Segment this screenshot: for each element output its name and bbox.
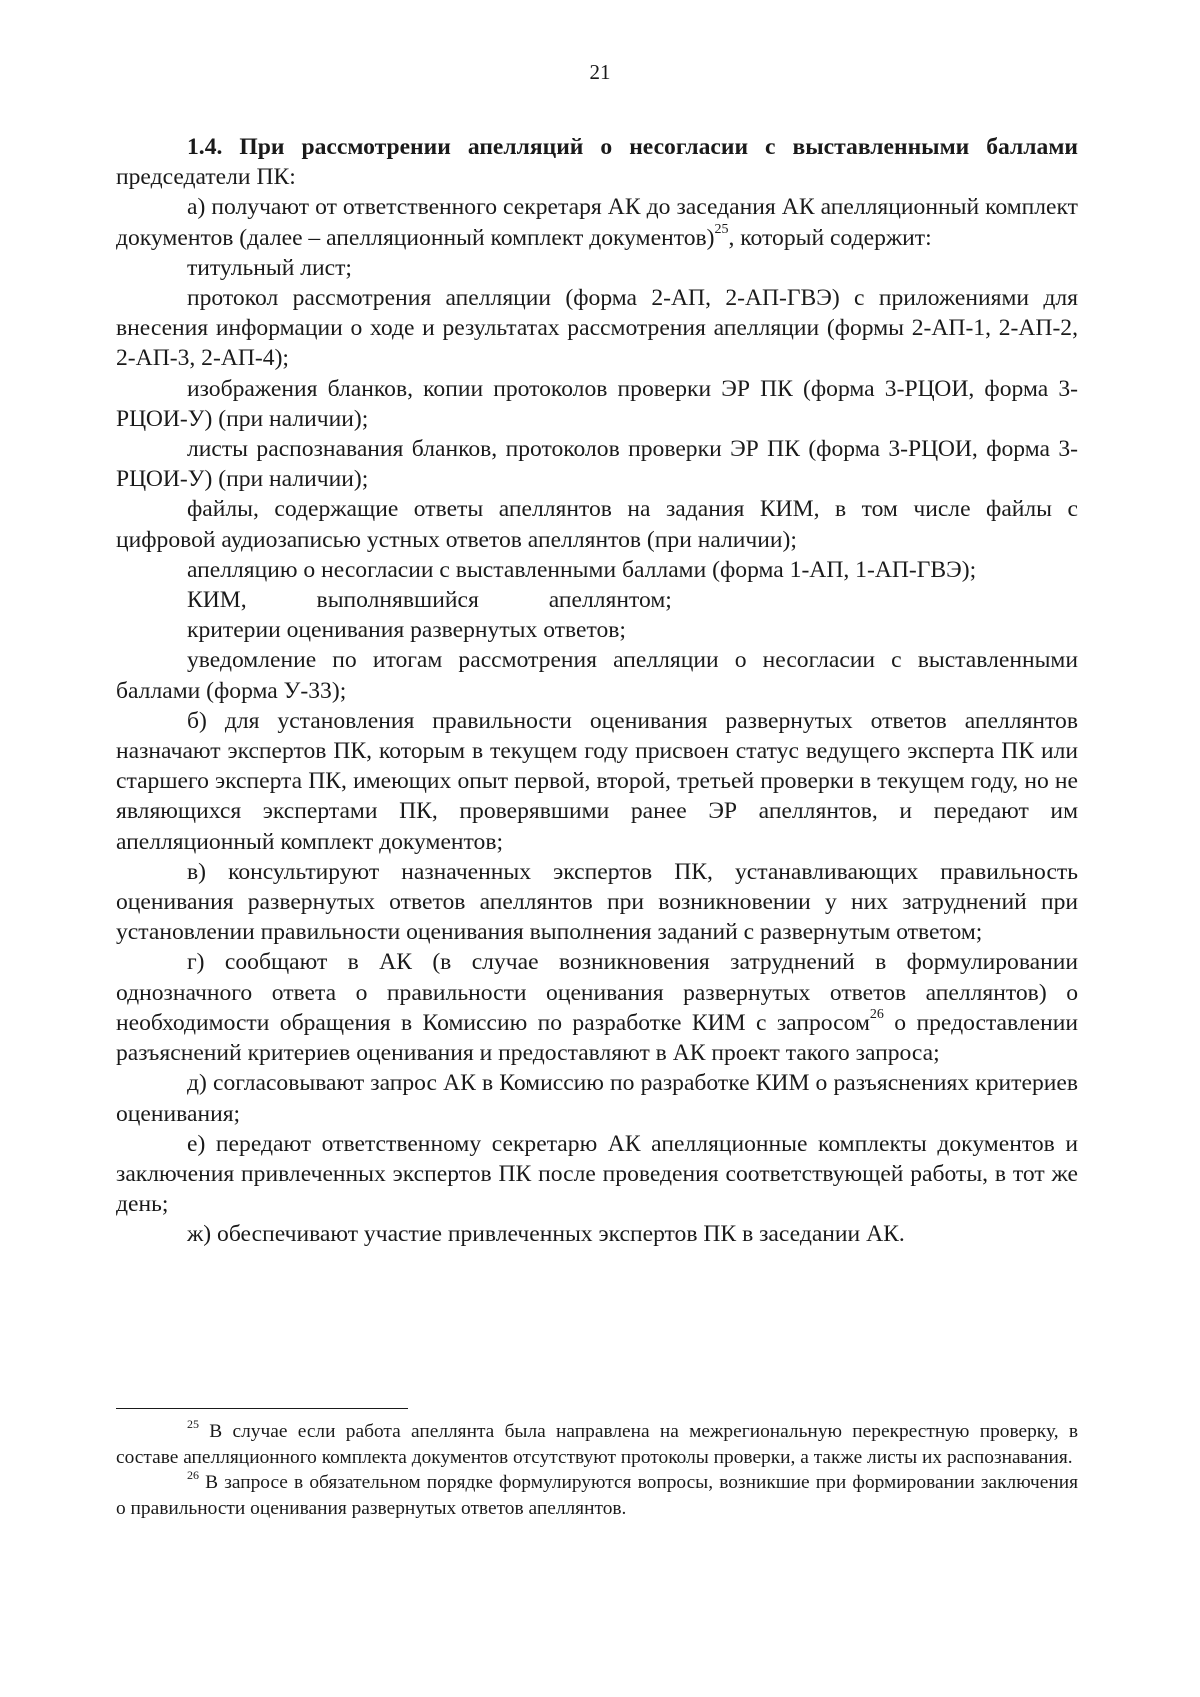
item-zh: ж) обеспечивают участие привлеченных экспертов ПК в заседании АК. bbox=[187, 1221, 905, 1248]
list-item: листы распознавания бланков, протоколов проверки ЭР ПК (форма 3-РЦОИ, форма 3-РЦОИ-У) (при наличии); bbox=[116, 436, 1078, 493]
footnote-26 bbox=[116, 1467, 1078, 1521]
footnotes bbox=[116, 1416, 1078, 1521]
footnote-text: В случае если работа апеллянта была направлена на межрегиональную перекрестную проверку, в составе апелляционного комплекта документов отсутствуют протоколы проверки, а также листы их распознавания. bbox=[116, 1421, 1078, 1468]
footnote-ref-25: 25 bbox=[714, 221, 729, 237]
footnote-separator bbox=[116, 1408, 408, 1409]
list-item: изображения бланков, копии протоколов проверки ЭР ПК (форма 3-РЦОИ, форма 3-РЦОИ-У) (при наличии); bbox=[116, 375, 1078, 432]
item-g-text: г) сообщают в АК (в случае возникновения затруднений в формулировании однозначного ответа о правильности оценивания развернутых ответов апеллянтов) о необходимости обращения в Комиссию по разработке КИМ с запросом bbox=[116, 949, 1078, 1036]
item-e: е) передают ответственному секретарю АК апелляционные комплекты документов и заключения привлеченных экспертов ПК после проведения соответствующей работы, в тот же день; bbox=[116, 1130, 1078, 1218]
footnote-text: В запросе в обязательном порядке формулируются вопросы, возникшие при формировании заключения о правильности оценивания развернутых ответов апеллянтов. bbox=[116, 1472, 1078, 1519]
list-item: уведомление по итогам рассмотрения апелляции о несогласии с выставленными баллами (форма У-33); bbox=[116, 647, 1078, 704]
item-v: в) консультируют назначенных экспертов ПК, устанавливающих правильность оценивания развернутых ответов апеллянтов при возникновении у них затруднений при установлении правильности оценивания выполнения заданий с развернутым ответом; bbox=[116, 858, 1078, 946]
item-g bbox=[116, 947, 1078, 1068]
list-item: критерии оценивания развернутых ответов; bbox=[187, 617, 626, 644]
list-item: апелляцию о несогласии с выставленными баллами (форма 1-АП, 1-АП-ГВЭ); bbox=[187, 556, 977, 583]
section-heading-bold: 1.4. При рассмотрении апелляций о несогласии с выставленными баллами bbox=[187, 134, 1078, 160]
list-item: КИМ, выполнявшийся апеллянтом; bbox=[187, 587, 672, 614]
list-item: протокол рассмотрения апелляции (форма 2-АП, 2-АП-ГВЭ) с приложениями для внесения информации о ходе и результатах рассмотрения апелляции (формы 2-АП-1, 2-АП-2, 2-АП-3, 2-АП-4); bbox=[116, 285, 1078, 372]
document-body bbox=[116, 132, 1078, 1250]
item-a-tail: , который содержит: bbox=[728, 224, 932, 251]
page-number: 21 bbox=[589, 60, 611, 84]
section-heading bbox=[116, 132, 1078, 192]
item-a bbox=[116, 192, 1078, 252]
item-a-text: а) получают от ответственного секретаря АК до заседания АК апелляционный комплект документов (далее – апелляционный комплект документов) bbox=[116, 194, 1078, 251]
item-d: д) согласовывают запрос АК в Комиссию по разработке КИМ о разъяснениях критериев оценивания; bbox=[116, 1070, 1078, 1127]
footnote-number: 25 bbox=[187, 1416, 199, 1431]
item-b: б) для установления правильности оценивания развернутых ответов апеллянтов назначают экспертов ПК, которым в текущем году присвоен статус ведущего эксперта ПК или старшего эксперта ПК, имеющих опыт первой, второй, третьей проверки в текущем году, но не являющихся экспертами ПК, проверявшими ранее ЭР апеллянтов, и передают им апелляционный комплект документов; bbox=[116, 707, 1078, 855]
footnote-25 bbox=[116, 1416, 1078, 1470]
footnote-ref-26: 26 bbox=[869, 1007, 884, 1023]
footnote-number: 26 bbox=[187, 1467, 199, 1482]
section-heading-rest: председатели ПК: bbox=[116, 164, 296, 191]
list-item: титульный лист; bbox=[187, 254, 352, 281]
list-item: файлы, содержащие ответы апеллянтов на задания КИМ, в том числе файлы с цифровой аудиозаписью устных ответов апеллянтов (при наличии); bbox=[116, 496, 1078, 553]
item-g-tail: о предоставлении разъяснений критериев оценивания и предоставляют в АК проект такого запроса; bbox=[116, 1009, 1078, 1067]
